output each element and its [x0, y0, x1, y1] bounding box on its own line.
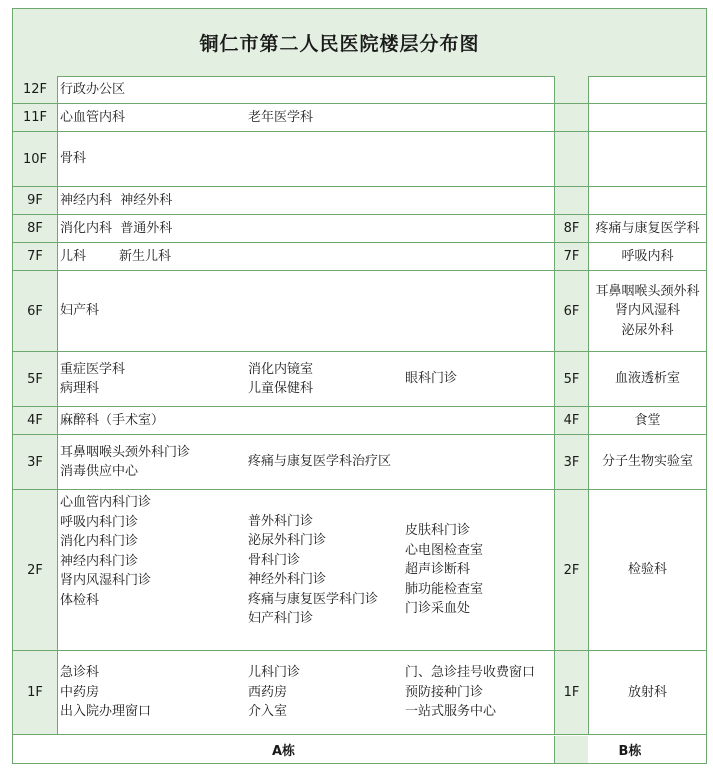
floor-row: [13, 187, 706, 215]
department-name: 血液透析室: [614, 371, 680, 387]
department-column: [60, 215, 172, 242]
floor-row: [13, 490, 706, 651]
department-name: 妇产科: [60, 303, 100, 319]
building-b-departments: [588, 651, 706, 734]
department-name: 老年医学科: [248, 109, 314, 125]
department-name: 肾内风湿科: [614, 303, 680, 319]
department-name: 体检科: [60, 592, 100, 608]
department-name: 西药房: [248, 684, 288, 700]
department-name: 神经外科门诊: [248, 572, 327, 587]
building-b-departments: [588, 132, 706, 186]
department-name: 放射科: [627, 684, 667, 700]
department-name: 食堂: [634, 412, 661, 428]
department-name: 麻醉科（手术室）: [60, 412, 165, 428]
department-name: 骨科: [60, 151, 87, 167]
department-column: [60, 187, 172, 214]
department-name: 急诊科: [60, 665, 100, 681]
department-name: 消化内镜室: [248, 361, 314, 377]
floor-label-b: [554, 76, 588, 103]
department-column: [60, 490, 151, 650]
building-a-departments: [57, 76, 554, 103]
department-name: 重症医学科: [60, 361, 126, 377]
department-column: [60, 104, 125, 131]
department-column: [60, 243, 171, 270]
building-a-departments: [57, 271, 554, 351]
building-a-departments: [57, 104, 554, 131]
department-column: [60, 407, 164, 434]
department-column: [60, 435, 190, 489]
department-name: 心血管内科: [60, 109, 126, 125]
building-a-departments: [57, 407, 554, 434]
department-name: 呼吸内科门诊: [60, 514, 139, 530]
department-column: [248, 651, 300, 734]
floor-label-b: 5F: [554, 352, 588, 406]
floor-row: [13, 435, 706, 490]
floor-row: [13, 407, 706, 435]
floor-label-b: [554, 132, 588, 186]
building-a-departments: [57, 352, 554, 406]
floor-label-a: 11F: [13, 104, 57, 131]
floor-label-b: 8F: [554, 215, 588, 242]
department-column: [60, 132, 86, 186]
department-name: 心电图检查室: [405, 542, 484, 558]
floor-label-a: 5F: [13, 352, 57, 406]
department-name: 疼痛与康复医学科门诊: [248, 591, 379, 607]
department-name: 神经内科 神经外科: [60, 192, 173, 208]
department-name: 预防接种门诊: [405, 684, 484, 700]
department-column: [405, 490, 483, 650]
department-column: [248, 435, 391, 489]
department-name: 儿科门诊: [248, 665, 301, 681]
floor-row: [13, 651, 706, 735]
department-name: 泌尿外科门诊: [248, 533, 327, 548]
department-name: 眼科门诊: [405, 371, 458, 387]
building-a-departments: [57, 215, 554, 242]
floor-label-b: 6F: [554, 271, 588, 351]
department-name: 检验科: [627, 562, 667, 578]
building-b-departments: [588, 352, 706, 406]
department-name: 普外科门诊: [248, 513, 314, 529]
department-column: [60, 76, 125, 103]
building-b-departments: [588, 435, 706, 489]
building-b-departments: [588, 215, 706, 242]
floor-label-b: 4F: [554, 407, 588, 434]
department-name: 行政办公区: [60, 81, 126, 97]
floor-row: [13, 215, 706, 243]
floor-label-a: 4F: [13, 407, 57, 434]
building-a-departments: [57, 651, 554, 734]
department-name: 消毒供应中心: [60, 464, 139, 479]
department-name: 出入院办理窗口: [60, 704, 152, 720]
floor-label-a: 1F: [13, 651, 57, 734]
department-name: 门、急诊挂号收费窗口: [405, 665, 536, 681]
floor-label-a: 9F: [13, 187, 57, 214]
floor-row: [13, 243, 706, 271]
department-column: [248, 352, 313, 406]
floor-row: [13, 271, 706, 352]
floor-label-b: 3F: [554, 435, 588, 489]
department-name: 耳鼻咽喉头颈外科: [595, 283, 700, 299]
department-name: 一站式服务中心: [405, 704, 497, 720]
department-name: 分子生物实验室: [601, 454, 693, 470]
building-a-departments: [57, 243, 554, 270]
department-name: 心血管内科门诊: [60, 495, 152, 510]
department-column: [405, 651, 535, 734]
building-a-departments: [57, 490, 554, 650]
building-a-departments: [57, 132, 554, 186]
floor-label-b: [554, 187, 588, 214]
building-b-departments: [588, 407, 706, 434]
floor-row: [13, 132, 706, 187]
floor-label-b: 2F: [554, 490, 588, 650]
floor-label-b: [554, 104, 588, 131]
floor-label-a: 2F: [13, 490, 57, 650]
floor-row: [13, 104, 706, 132]
department-name: 肾内风湿科门诊: [60, 573, 152, 588]
building-a-label: A栋: [271, 744, 296, 759]
floor-label-a: 6F: [13, 271, 57, 351]
department-column: [60, 271, 99, 351]
floor-label-a: 12F: [13, 76, 57, 103]
department-column: [60, 352, 125, 406]
department-name: 骨科门诊: [248, 552, 301, 568]
department-name: 耳鼻咽喉头颈外科门诊: [60, 444, 191, 460]
building-b-label: B栋: [618, 744, 642, 759]
department-name: 消化内科 普通外科: [60, 220, 173, 236]
building-b-departments: [588, 104, 706, 131]
page-title: 铜仁市第二人民医院楼层分布图: [199, 33, 480, 55]
building-b-departments: [588, 490, 706, 650]
building-b-departments: [588, 76, 706, 103]
department-column: [248, 104, 313, 131]
floor-row: [13, 76, 706, 104]
department-name: 中药房: [60, 684, 100, 700]
title-row: [13, 9, 706, 77]
floor-directory-table: [12, 8, 707, 764]
department-name: 神经内科门诊: [60, 553, 139, 569]
department-column: [405, 352, 457, 406]
department-name: 儿童保健科: [248, 381, 314, 396]
department-name: 泌尿外科: [621, 322, 674, 338]
floor-label-a: 3F: [13, 435, 57, 489]
floor-label-b: 7F: [554, 243, 588, 270]
department-name: 皮肤科门诊: [405, 523, 471, 539]
building-b-departments: [588, 187, 706, 214]
department-name: 呼吸内科: [621, 248, 674, 264]
department-name: 消化内科门诊: [60, 534, 139, 549]
department-name: 病理科: [60, 381, 100, 396]
department-name: 疼痛与康复医学科: [595, 220, 700, 236]
department-name: 肺功能检查室: [405, 581, 484, 597]
department-name: 介入室: [248, 704, 288, 720]
department-column: [248, 490, 378, 650]
building-b-departments: [588, 271, 706, 351]
building-footer: [13, 736, 706, 763]
department-column: [60, 651, 151, 734]
floor-label-a: 10F: [13, 132, 57, 186]
department-name: 妇产科门诊: [248, 611, 314, 626]
building-a-departments: [57, 435, 554, 489]
building-a-departments: [57, 187, 554, 214]
building-b-departments: [588, 243, 706, 270]
department-name: 疼痛与康复医学科治疗区: [248, 454, 392, 470]
department-name: 超声诊断科: [405, 562, 471, 578]
floor-label-b: 1F: [554, 651, 588, 734]
floor-row: [13, 352, 706, 407]
department-name: 儿科 新生儿科: [60, 248, 172, 264]
floor-label-a: 7F: [13, 243, 57, 270]
floor-label-a: 8F: [13, 215, 57, 242]
department-name: 门诊采血处: [405, 601, 471, 617]
